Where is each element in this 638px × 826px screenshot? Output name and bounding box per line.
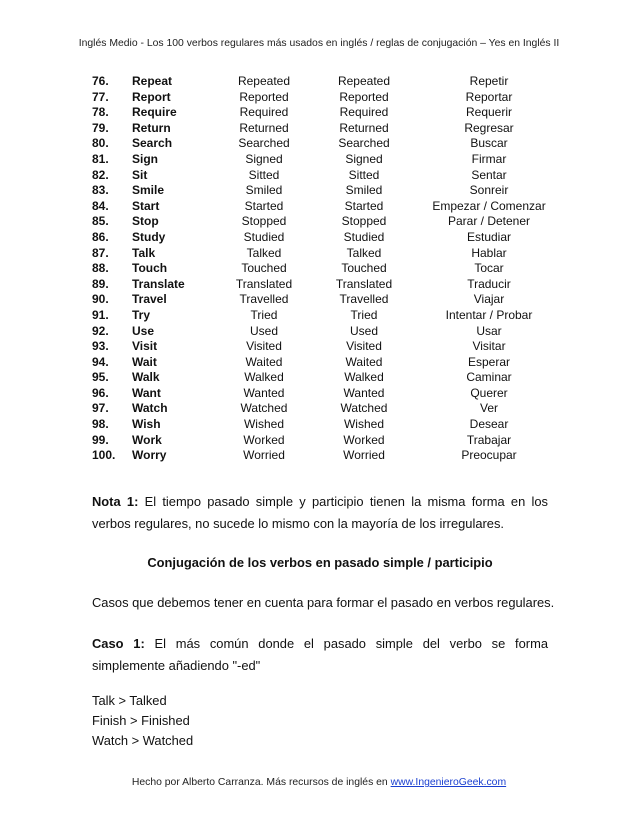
verb-participle: Worried: [343, 448, 385, 463]
table-row: [92, 433, 564, 449]
verb-spanish: Firmar: [471, 151, 507, 166]
verb-past: Wished: [243, 417, 284, 432]
verb-base: Smile: [132, 183, 165, 198]
verb-number: 78.: [92, 105, 109, 120]
table-row: [92, 183, 564, 199]
verb-past: Wanted: [243, 385, 285, 400]
verb-participle: Smiled: [345, 183, 383, 198]
verb-number: 97.: [92, 401, 109, 416]
verb-base: Wish: [132, 417, 161, 432]
table-row: [92, 417, 564, 433]
verb-participle: Wished: [343, 417, 384, 432]
verb-spanish: Empezar / Comenzar: [432, 198, 546, 213]
note-1-text: El tiempo pasado simple y participio tienen la misma forma en los verbos regulares, no sucede lo mismo con la mayoría de los irregulares.: [92, 494, 548, 531]
verb-number: 82.: [92, 167, 109, 182]
verb-spanish: Ver: [479, 401, 498, 416]
verb-base: Touch: [132, 261, 168, 276]
verb-spanish: Esperar: [467, 354, 511, 369]
section-heading: Conjugación de los verbos en pasado simple / participio: [147, 555, 493, 570]
verb-number: 100.: [92, 448, 116, 463]
verb-past: Smiled: [245, 183, 283, 198]
verb-table-body: [92, 74, 564, 464]
verb-participle: Visited: [346, 339, 382, 354]
verb-participle: Signed: [345, 151, 383, 166]
table-row: [92, 401, 564, 417]
table-row: [92, 136, 564, 152]
verb-spanish: Sentar: [471, 167, 507, 182]
verb-base: Translate: [132, 276, 185, 291]
verb-spanish: Sonreir: [469, 183, 509, 198]
verb-base: Search: [132, 136, 173, 151]
table-row: [92, 355, 564, 371]
verb-base: Try: [132, 307, 151, 322]
verb-base: Report: [132, 89, 171, 104]
verb-number: 99.: [92, 432, 109, 447]
verb-spanish: Desear: [469, 417, 509, 432]
footer-link[interactable]: www.IngenieroGeek.com: [390, 777, 507, 788]
verb-participle: Talked: [346, 245, 382, 260]
verb-past: Studied: [243, 229, 285, 244]
verb-number: 85.: [92, 214, 109, 229]
table-row: [92, 152, 564, 168]
page-header: Inglés Medio - Los 100 verbos regulares más usados en inglés / reglas de conjugación – Yes en Inglés II: [78, 38, 560, 49]
verb-base: Stop: [132, 214, 159, 229]
example-line: Watch > Watched: [92, 733, 194, 748]
verb-participle: Repeated: [337, 74, 391, 88]
verb-participle: Watched: [340, 401, 388, 416]
verb-past: Visited: [246, 339, 282, 354]
table-row: [92, 324, 564, 340]
verb-participle: Translated: [335, 276, 393, 291]
verb-number: 92.: [92, 323, 109, 338]
verb-base: Want: [132, 385, 161, 400]
verb-past: Touched: [241, 261, 287, 276]
verb-past: Waited: [245, 354, 283, 369]
verb-base: Sit: [132, 167, 148, 182]
verb-participle: Returned: [339, 120, 389, 135]
verb-participle: Used: [349, 323, 378, 338]
table-row: [92, 199, 564, 215]
page-footer: [0, 777, 638, 788]
verb-base: Watch: [132, 401, 168, 416]
verb-participle: Searched: [338, 136, 390, 151]
footer-text: Hecho por Alberto Carranza. Más recursos de inglés en: [131, 777, 391, 788]
verb-spanish: Caminar: [466, 370, 512, 385]
verb-spanish: Traducir: [467, 276, 511, 291]
caso-1-text: El más común donde el pasado simple del verbo se forma simplemente añadiendo "-ed": [92, 636, 548, 673]
verb-spanish: Reportar: [465, 89, 513, 104]
verb-past: Travelled: [239, 292, 289, 307]
verb-number: 86.: [92, 229, 109, 244]
note-1-label: Nota 1:: [92, 494, 139, 509]
caso-1-label: Caso 1:: [92, 636, 145, 651]
verb-past: Used: [249, 323, 278, 338]
note-1-paragraph: [92, 491, 548, 535]
verb-base: Sign: [132, 151, 158, 166]
verb-base: Talk: [132, 245, 156, 260]
verb-past: Required: [239, 105, 289, 120]
verb-participle: Tried: [350, 307, 378, 322]
verb-number: 80.: [92, 136, 109, 151]
verb-past: Watched: [240, 401, 288, 416]
verb-base: Repeat: [132, 74, 173, 88]
verb-spanish: Visitar: [472, 339, 506, 354]
verb-participle: Stopped: [341, 214, 387, 229]
verb-number: 89.: [92, 276, 109, 291]
verb-participle: Sitted: [348, 167, 380, 182]
verb-participle: Required: [339, 105, 389, 120]
verb-base: Use: [132, 323, 155, 338]
verb-number: 76.: [92, 74, 109, 88]
verb-participle: Started: [344, 198, 384, 213]
verb-participle: Walked: [344, 370, 384, 385]
table-row: [92, 214, 564, 230]
verb-base: Walk: [132, 370, 160, 385]
verb-number: 91.: [92, 307, 109, 322]
table-row: [92, 370, 564, 386]
verb-past: Stopped: [241, 214, 287, 229]
table-row: [92, 121, 564, 137]
verb-base: Visit: [132, 339, 158, 354]
verb-number: 95.: [92, 370, 109, 385]
verb-past: Walked: [244, 370, 284, 385]
verb-spanish: Regresar: [464, 120, 514, 135]
verb-spanish: Requerir: [465, 105, 513, 120]
verb-base: Worry: [132, 448, 167, 463]
example-line: Finish > Finished: [92, 713, 190, 728]
verb-table: [92, 74, 564, 464]
verb-past: Reported: [239, 89, 289, 104]
verb-number: 93.: [92, 339, 109, 354]
verb-base: Return: [132, 120, 171, 135]
verb-base: Study: [132, 229, 166, 244]
verb-spanish: Intentar / Probar: [445, 307, 533, 322]
table-row: [92, 246, 564, 262]
verb-spanish: Trabajar: [466, 432, 512, 447]
verb-number: 84.: [92, 198, 109, 213]
verb-spanish: Buscar: [470, 136, 508, 151]
verb-spanish: Parar / Detener: [447, 214, 531, 229]
verb-past: Signed: [245, 151, 283, 166]
verb-number: 87.: [92, 245, 109, 260]
verb-spanish: Estudiar: [466, 229, 512, 244]
verb-participle: Waited: [345, 354, 383, 369]
verb-participle: Travelled: [339, 292, 389, 307]
table-row: [92, 277, 564, 293]
table-row: [92, 168, 564, 184]
verb-past: Worked: [243, 432, 285, 447]
table-row: [92, 105, 564, 121]
verb-number: 88.: [92, 261, 109, 276]
verb-spanish: Preocupar: [461, 448, 517, 463]
verb-number: 83.: [92, 183, 109, 198]
verb-base: Wait: [132, 354, 157, 369]
verb-participle: Wanted: [343, 385, 385, 400]
verb-participle: Touched: [341, 261, 387, 276]
verb-spanish: Hablar: [471, 245, 507, 260]
table-row: [92, 292, 564, 308]
table-row: [92, 74, 564, 90]
verb-past: Talked: [246, 245, 282, 260]
table-row: [92, 308, 564, 324]
verb-spanish: Tocar: [474, 261, 504, 276]
verb-past: Searched: [238, 136, 290, 151]
verb-past: Started: [244, 198, 284, 213]
verb-spanish: Usar: [476, 323, 502, 338]
verb-participle: Studied: [343, 229, 385, 244]
verb-past: Translated: [235, 276, 293, 291]
verb-base: Travel: [132, 292, 167, 307]
caso-1-paragraph: [92, 633, 548, 677]
verb-past: Worried: [243, 448, 285, 463]
table-row: [92, 90, 564, 106]
table-row: [92, 230, 564, 246]
verb-number: 81.: [92, 151, 109, 166]
verb-spanish: Repetir: [469, 74, 509, 88]
verb-number: 79.: [92, 120, 109, 135]
verb-number: 94.: [92, 354, 109, 369]
verb-number: 98.: [92, 417, 109, 432]
intro-text: Casos que debemos tener en cuenta para formar el pasado en verbos regulares.: [92, 595, 555, 610]
verb-past: Tried: [250, 307, 278, 322]
table-row: [92, 448, 564, 464]
table-row: [92, 339, 564, 355]
verb-participle: Reported: [339, 89, 389, 104]
verb-base: Start: [132, 198, 160, 213]
verb-participle: Worked: [343, 432, 385, 447]
verb-past: Repeated: [237, 74, 291, 88]
verb-base: Work: [132, 432, 162, 447]
table-row: [92, 261, 564, 277]
table-row: [92, 386, 564, 402]
verb-number: 96.: [92, 385, 109, 400]
example-line: Talk > Talked: [92, 693, 167, 708]
verb-past: Returned: [239, 120, 289, 135]
verb-number: 77.: [92, 89, 109, 104]
verb-past: Sitted: [248, 167, 280, 182]
verb-spanish: Viajar: [473, 292, 505, 307]
verb-base: Require: [132, 105, 177, 120]
verb-number: 90.: [92, 292, 109, 307]
verb-spanish: Querer: [470, 385, 508, 400]
